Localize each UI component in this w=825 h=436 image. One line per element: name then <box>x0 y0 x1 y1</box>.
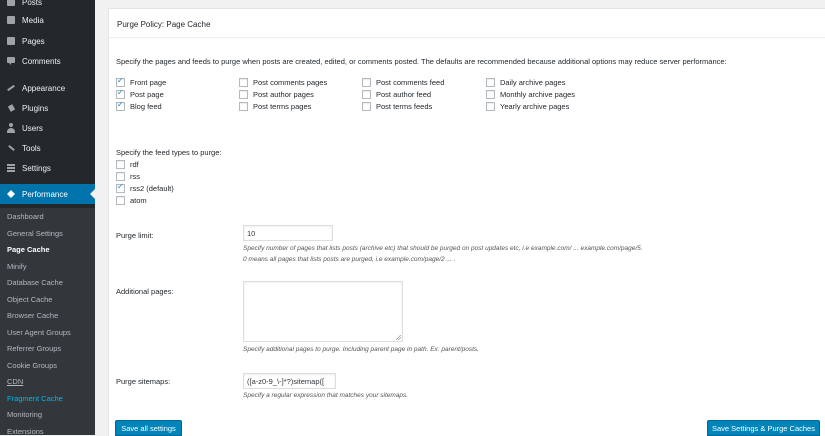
checkbox[interactable] <box>362 90 371 99</box>
submenu-user-agent-groups[interactable]: User Agent Groups <box>7 328 71 337</box>
checkbox-label: Post author feed <box>376 90 432 99</box>
checkbox-feed-atom[interactable] <box>116 196 147 205</box>
submenu-cdn[interactable]: CDN <box>7 377 24 386</box>
checkbox-feed-rss[interactable] <box>116 172 140 181</box>
additional-pages-description: Specify additional pages to purge. Including parent page in path. Ex: parent/posts. <box>243 346 479 353</box>
checkbox[interactable] <box>362 78 371 87</box>
checkbox[interactable] <box>486 78 495 87</box>
checkbox[interactable] <box>116 184 125 193</box>
brush-icon <box>6 83 16 93</box>
submenu-browser-cache[interactable]: Browser Cache <box>7 311 59 320</box>
checkbox[interactable] <box>239 102 248 111</box>
performance-submenu <box>0 208 95 435</box>
submenu-object-cache[interactable]: Object Cache <box>7 295 53 304</box>
purge-sitemaps-label: Purge sitemaps: <box>116 377 171 386</box>
checkbox[interactable] <box>116 172 125 181</box>
menu-item-plugins[interactable] <box>0 98 95 118</box>
feed-types-label: Specify the feed types to purge: <box>116 148 222 157</box>
checkbox-post-author-feed[interactable] <box>362 90 431 99</box>
menu-item-media[interactable] <box>0 10 95 30</box>
submenu-database-cache[interactable]: Database Cache <box>7 278 63 287</box>
menu-item-appearance[interactable] <box>0 78 95 98</box>
checkbox[interactable] <box>239 78 248 87</box>
submenu-fragment-cache[interactable]: Fragment Cache <box>7 394 63 403</box>
comments-icon <box>6 56 16 66</box>
settings-icon <box>6 163 16 173</box>
purge-limit-input[interactable]: 10 <box>243 225 333 241</box>
checkbox-label: atom <box>130 196 147 205</box>
panel-title: Purge Policy: Page Cache <box>117 20 211 29</box>
checkbox-label: Post comments feed <box>376 78 445 87</box>
purge-sitemaps-input[interactable]: ([a-z0-9_\-]*?)sitemap([ <box>243 373 336 389</box>
purge-limit-label: Purge limit: <box>116 231 154 240</box>
checkbox[interactable] <box>239 90 248 99</box>
menu-label: Pages <box>22 36 45 46</box>
admin-sidebar <box>0 0 95 435</box>
purge-limit-description-2: 0 means all pages that lists posts are purged, i.e example.com/page/2 ... . <box>243 256 456 263</box>
menu-item-comments[interactable] <box>0 51 95 71</box>
checkbox-blog-feed[interactable] <box>116 102 162 111</box>
checkbox-label: Post terms feeds <box>376 102 433 111</box>
pin-icon <box>6 0 16 7</box>
checkbox-daily-archive-pages[interactable] <box>486 78 565 87</box>
checkbox[interactable] <box>362 102 371 111</box>
checkbox-post-comments-feed[interactable] <box>362 78 444 87</box>
checkbox-monthly-archive-pages[interactable] <box>486 90 575 99</box>
checkbox[interactable] <box>486 90 495 99</box>
checkbox-front-page[interactable] <box>116 78 166 87</box>
menu-label: Comments <box>22 56 61 66</box>
additional-pages-label: Additional pages: <box>116 287 174 296</box>
plug-icon <box>6 103 16 113</box>
menu-label: Appearance <box>22 83 66 93</box>
resize-handle-icon[interactable] <box>396 335 401 340</box>
checkbox-label: Yearly archive pages <box>500 102 570 111</box>
menu-item-settings[interactable] <box>0 158 95 178</box>
menu-item-pages[interactable] <box>0 31 95 51</box>
checkbox-post-terms-feeds[interactable] <box>362 102 432 111</box>
user-icon <box>6 123 16 133</box>
checkbox[interactable] <box>116 160 125 169</box>
submenu-dashboard[interactable]: Dashboard <box>7 212 44 221</box>
checkbox-label: Post comments pages <box>253 78 328 87</box>
menu-label: Performance <box>22 189 68 199</box>
submenu-minify[interactable]: Minify <box>7 262 27 271</box>
checkbox[interactable] <box>486 102 495 111</box>
checkbox-post-terms-pages[interactable] <box>239 102 311 111</box>
menu-label: Users <box>22 123 43 133</box>
save-all-settings-button[interactable]: Save all settings <box>115 420 182 436</box>
checkbox-label: Front page <box>130 78 167 87</box>
checkbox-label: Monthly archive pages <box>500 90 576 99</box>
pages-icon <box>6 36 16 46</box>
menu-label: Posts <box>22 0 43 7</box>
checkbox-label: Post terms pages <box>253 102 312 111</box>
menu-item-tools[interactable] <box>0 138 95 158</box>
menu-item-users[interactable] <box>0 118 95 138</box>
checkbox-label: rdf <box>130 160 139 169</box>
submenu-extensions[interactable]: Extensions <box>7 427 44 436</box>
intro-text: Specify the pages and feeds to purge when posts are created, edited, or comments posted. The defaults are recommended because additional options may reduce server performance: <box>116 57 727 66</box>
performance-icon <box>6 189 16 199</box>
checkbox-label: Post author pages <box>253 90 314 99</box>
submenu-general-settings[interactable]: General Settings <box>7 229 63 238</box>
checkbox-post-comments-pages[interactable] <box>239 78 327 87</box>
checkbox-label: rss2 (default) <box>130 184 174 193</box>
checkbox-feed-rss2[interactable] <box>116 184 174 193</box>
submenu-monitoring[interactable]: Monitoring <box>7 410 43 419</box>
wrench-icon <box>6 143 16 153</box>
media-icon <box>6 15 16 25</box>
checkbox-label: rss <box>130 172 140 181</box>
checkbox-label: Post page <box>130 90 164 99</box>
checkbox[interactable] <box>116 78 125 87</box>
menu-label: Tools <box>22 143 41 153</box>
checkbox[interactable] <box>116 102 125 111</box>
divider <box>109 37 825 38</box>
checkbox-feed-rdf[interactable] <box>116 160 139 169</box>
checkbox-post-author-pages[interactable] <box>239 90 314 99</box>
purge-limit-description: Specify number of pages that lists posts (archive etc) that should be purged on post updates etc, i.e example.com/ ... example.com/page/5. <box>243 245 643 252</box>
additional-pages-textarea[interactable] <box>243 281 403 342</box>
menu-label: Plugins <box>22 103 49 113</box>
checkbox-post-page[interactable] <box>116 90 164 99</box>
submenu-referrer-groups[interactable]: Referrer Groups <box>7 344 62 353</box>
menu-label: Settings <box>22 163 51 173</box>
submenu-page-cache[interactable]: Page Cache <box>7 245 50 254</box>
checkbox-yearly-archive-pages[interactable] <box>486 102 569 111</box>
submenu-cookie-groups[interactable]: Cookie Groups <box>7 361 58 370</box>
checkbox[interactable] <box>116 196 125 205</box>
purge-sitemaps-description: Specify a regular expression that matches your sitemaps. <box>243 392 409 399</box>
checkbox-label: Daily archive pages <box>500 78 566 87</box>
checkbox[interactable] <box>116 90 125 99</box>
purge-policy-panel <box>108 8 825 436</box>
menu-label: Media <box>22 15 44 25</box>
checkbox-label: Blog feed <box>130 102 162 111</box>
save-and-purge-button[interactable]: Save Settings & Purge Caches <box>707 420 820 436</box>
menu-item-performance[interactable] <box>0 184 95 204</box>
